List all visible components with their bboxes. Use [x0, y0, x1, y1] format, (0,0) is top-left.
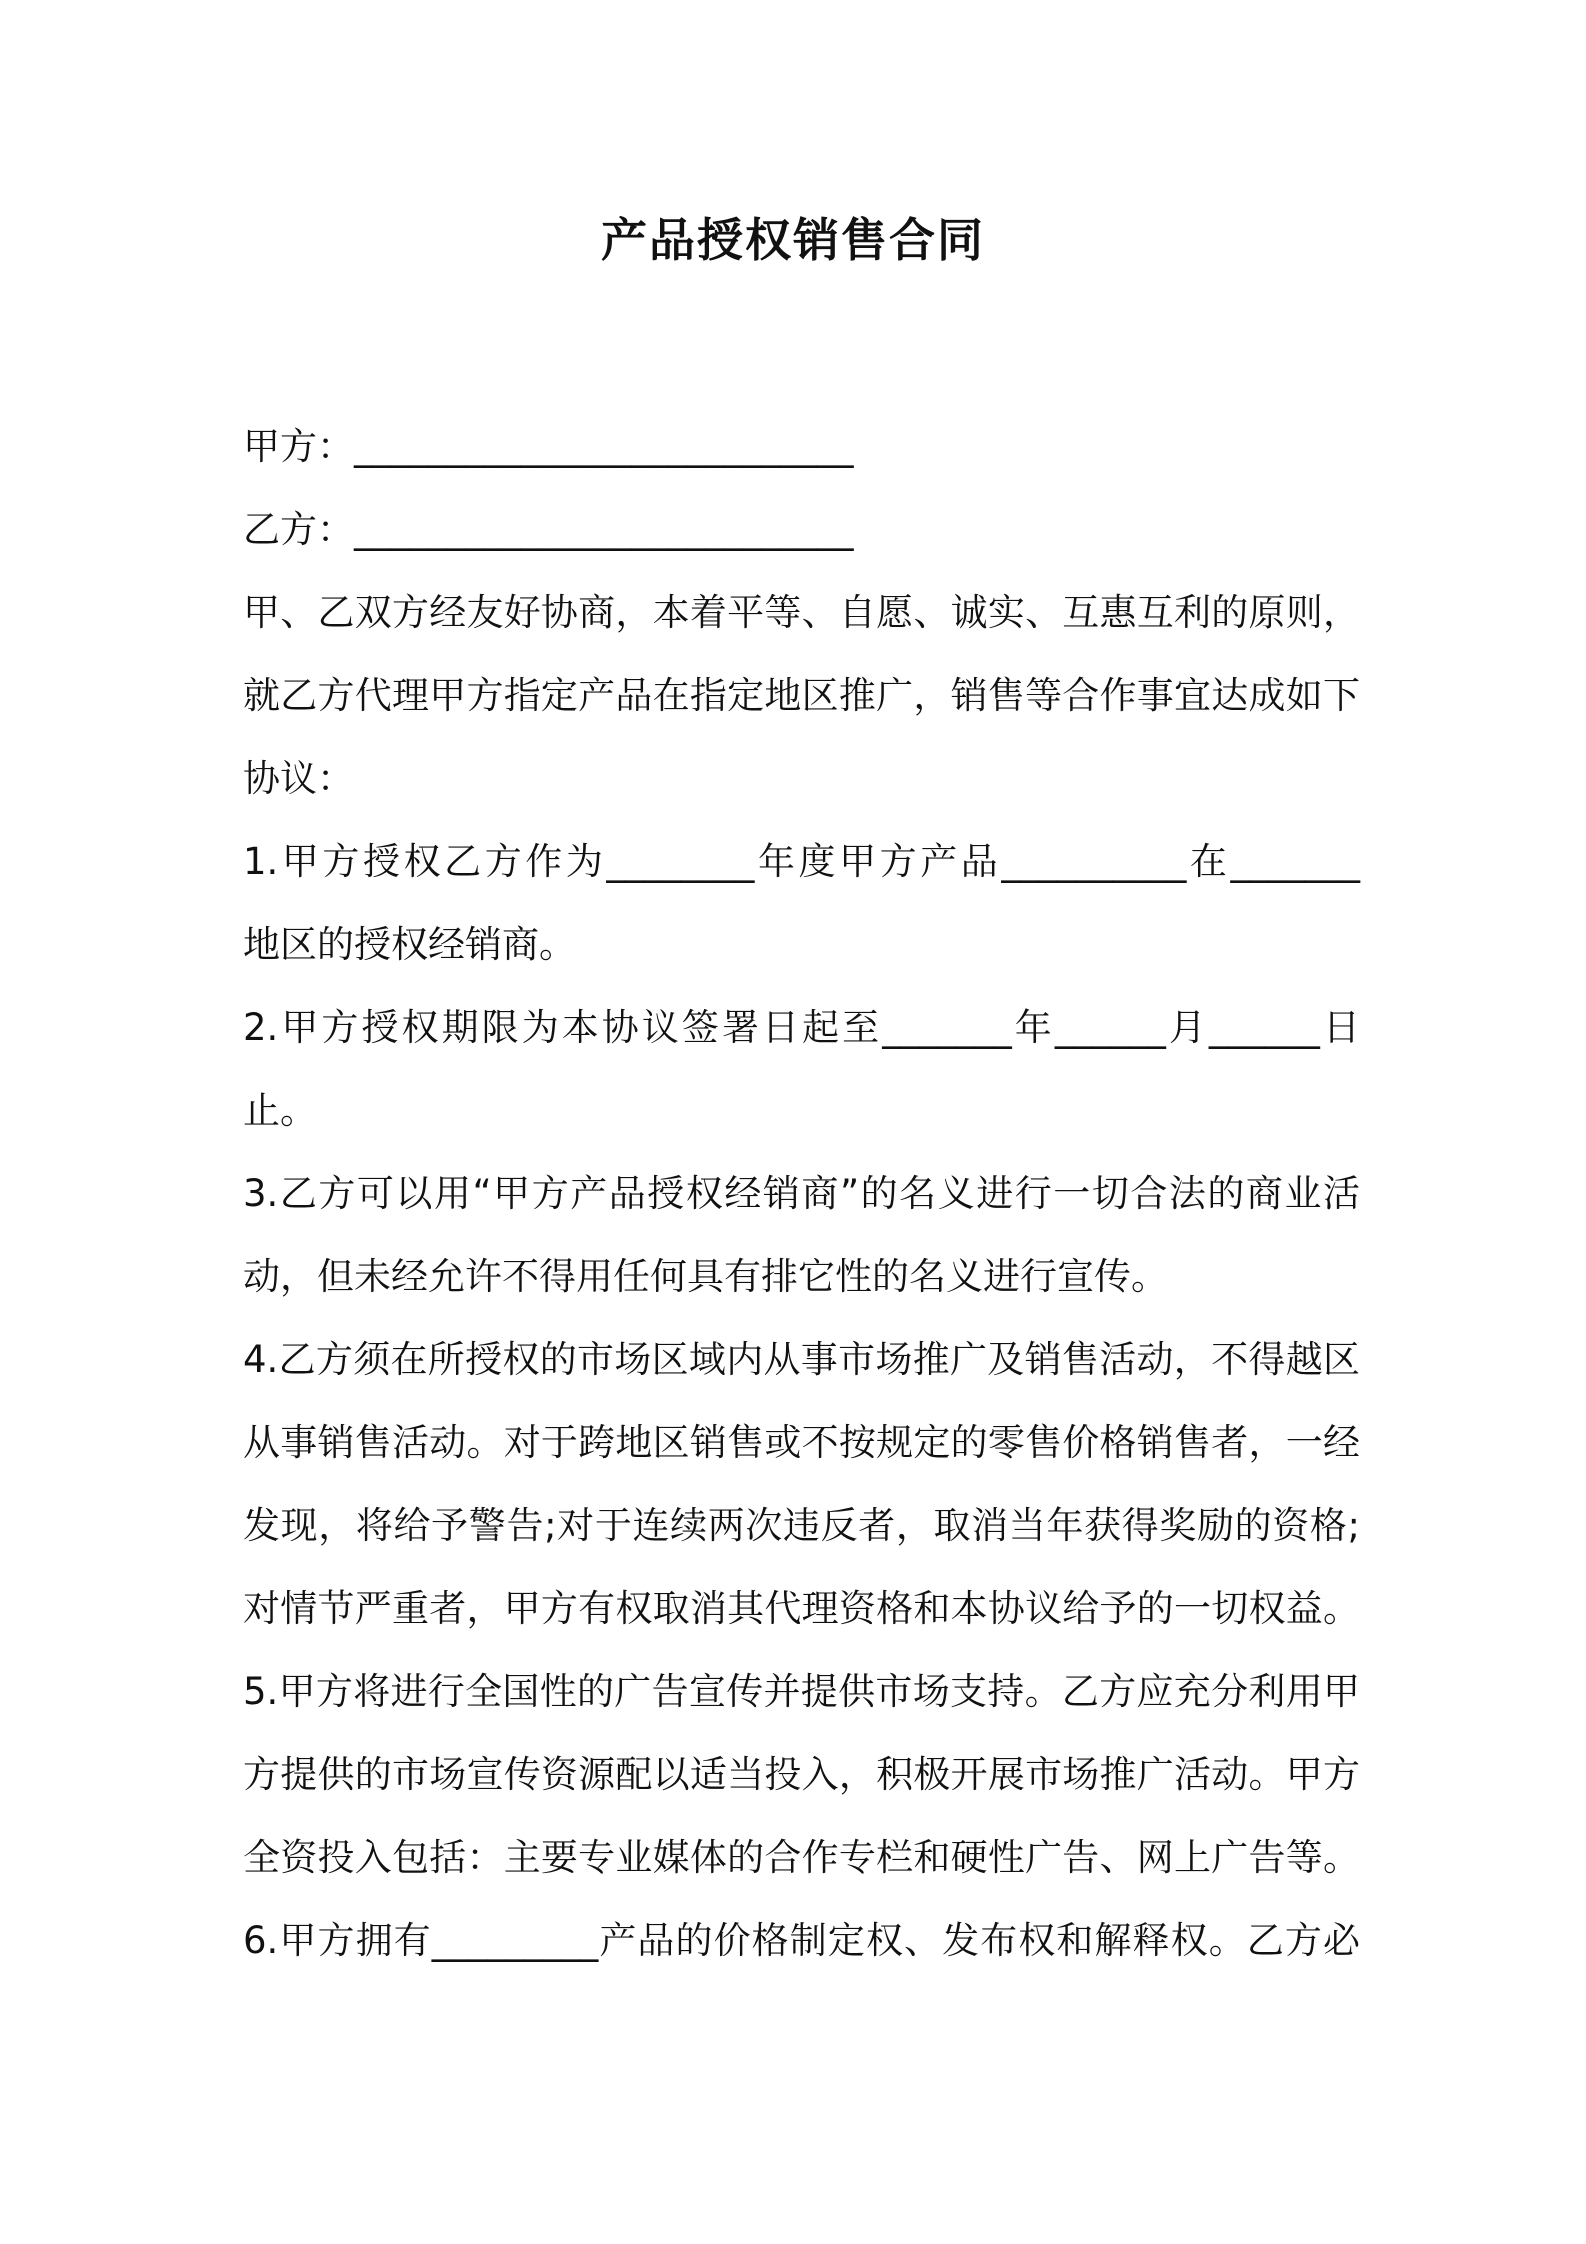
clause-1-line: 地区的授权经销商。: [243, 923, 576, 966]
clause-4-line: 发现，将给予警告;对于连续两次违反者，取消当年获得奖励的资格;: [243, 1504, 1360, 1547]
clause-5-line: 5.甲方将进行全国性的广告宣传并提供市场支持。乙方应充分利用甲: [243, 1670, 1360, 1713]
clause-4-line: 4.乙方须在所授权的市场区域内从事市场推广及销售活动，不得越区: [243, 1338, 1360, 1381]
clause-2-line: 2.甲方授权期限为本协议签署日起至_______年______月______日: [243, 1006, 1360, 1049]
clause-5-line: 方提供的市场宣传资源配以适当投入，积极开展市场推广活动。甲方: [243, 1753, 1360, 1796]
paragraph-line: 甲、乙双方经友好协商，本着平等、自愿、诚实、互惠互利的原则，: [243, 591, 1360, 634]
clause-6-line: 6.甲方拥有_________产品的价格制定权、发布权和解释权。乙方必: [243, 1919, 1360, 1962]
clause-4-line: 从事销售活动。对于跨地区销售或不按规定的零售价格销售者，一经: [243, 1421, 1360, 1464]
party-a-line: 甲方：___________________________: [243, 425, 854, 468]
clause-5-line: 全资投入包括：主要专业媒体的合作专栏和硬性广告、网上广告等。: [243, 1836, 1360, 1879]
clause-3-line: 动，但未经允许不得用任何具有排它性的名义进行宣传。: [243, 1255, 1168, 1298]
party-b-line: 乙方：___________________________: [243, 508, 854, 551]
paragraph-line: 就乙方代理甲方指定产品在指定地区推广，销售等合作事宜达成如下: [243, 674, 1360, 717]
clause-1-line: 1.甲方授权乙方作为________年度甲方产品__________在_______: [243, 840, 1360, 883]
clause-2-line: 止。: [243, 1089, 317, 1132]
paragraph-line: 协议：: [243, 757, 354, 800]
document-body: [243, 405, 1360, 1982]
clause-4-line: 对情节严重者，甲方有权取消其代理资格和本协议给予的一切权益。: [243, 1587, 1360, 1630]
document-title: 产品授权销售合同: [601, 213, 985, 267]
clause-3-line: 3.乙方可以用“甲方产品授权经销商”的名义进行一切合法的商业活: [243, 1172, 1360, 1215]
